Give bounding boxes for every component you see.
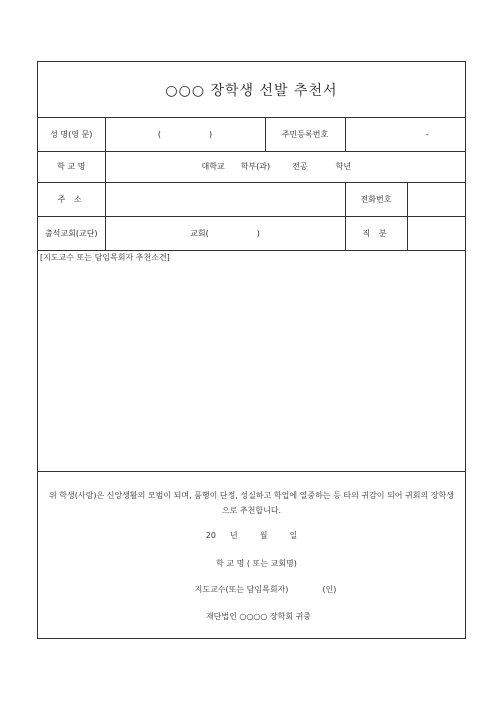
- church-value-open: 교회(: [190, 228, 209, 238]
- church-label: 출석교회(교단): [38, 216, 105, 250]
- recommendation-statement: 위 학생(사람)은 신앙생활의 모범이 되며, 품행이 단정, 성실하고 학업에 열중하는 등 타의 귀감이 되어 귀회의 장학생으로 추천합니다.: [49, 491, 454, 515]
- date-line: [38, 530, 465, 541]
- form-title: ○○○ 장학생 선발 추천서: [38, 62, 465, 118]
- name-value-open: (: [157, 129, 161, 139]
- opinion-label: [지도교수 또는 담임목회자 추천소견]: [40, 253, 170, 262]
- date-year-label: 년: [229, 531, 238, 540]
- year-label: 학년: [335, 162, 352, 171]
- position-field[interactable]: [407, 216, 465, 250]
- seal-mark: (인): [322, 585, 337, 594]
- name-label: 성 명(영 문): [38, 118, 105, 151]
- date-day-label: 일: [289, 531, 298, 540]
- university-label: 대학교: [201, 162, 225, 171]
- certification-section: [38, 472, 465, 638]
- address-label: 주 소: [38, 182, 105, 216]
- church-value-close: ): [256, 228, 260, 238]
- department-label: 학부(과): [240, 162, 271, 171]
- id-number-label: 주민등록번호: [265, 118, 345, 151]
- name-value-close: ): [209, 129, 213, 139]
- church-field[interactable]: [105, 216, 345, 250]
- school-label: 학 교 명: [38, 151, 105, 182]
- school-signature-line: 학 교 명 ( 또는 교회명): [216, 559, 297, 568]
- recommendation-opinion-area[interactable]: [38, 250, 465, 472]
- phone-field[interactable]: [407, 182, 465, 216]
- applicant-info-table: [38, 118, 465, 251]
- recipient-line: 재단법인 ○○○○ 장학회 귀중: [205, 612, 312, 621]
- phone-label: 전화번호: [345, 182, 407, 216]
- address-field[interactable]: [105, 182, 345, 216]
- major-label: 전공: [292, 162, 308, 171]
- id-number-separator: -: [425, 129, 429, 139]
- date-month-label: 월: [259, 531, 268, 540]
- recommendation-form: [37, 61, 466, 639]
- name-value-field[interactable]: [105, 118, 265, 151]
- advisor-signature-line: [38, 584, 465, 595]
- school-row: [38, 151, 465, 182]
- advisor-label: 지도교수(또는 담임목회자): [194, 585, 289, 594]
- church-row: [38, 216, 465, 250]
- id-number-field[interactable]: [345, 118, 465, 151]
- name-row: [38, 118, 465, 151]
- school-field[interactable]: [105, 151, 465, 182]
- date-year-prefix: 20: [205, 531, 216, 540]
- position-label: 직 분: [345, 216, 407, 250]
- address-row: [38, 182, 465, 216]
